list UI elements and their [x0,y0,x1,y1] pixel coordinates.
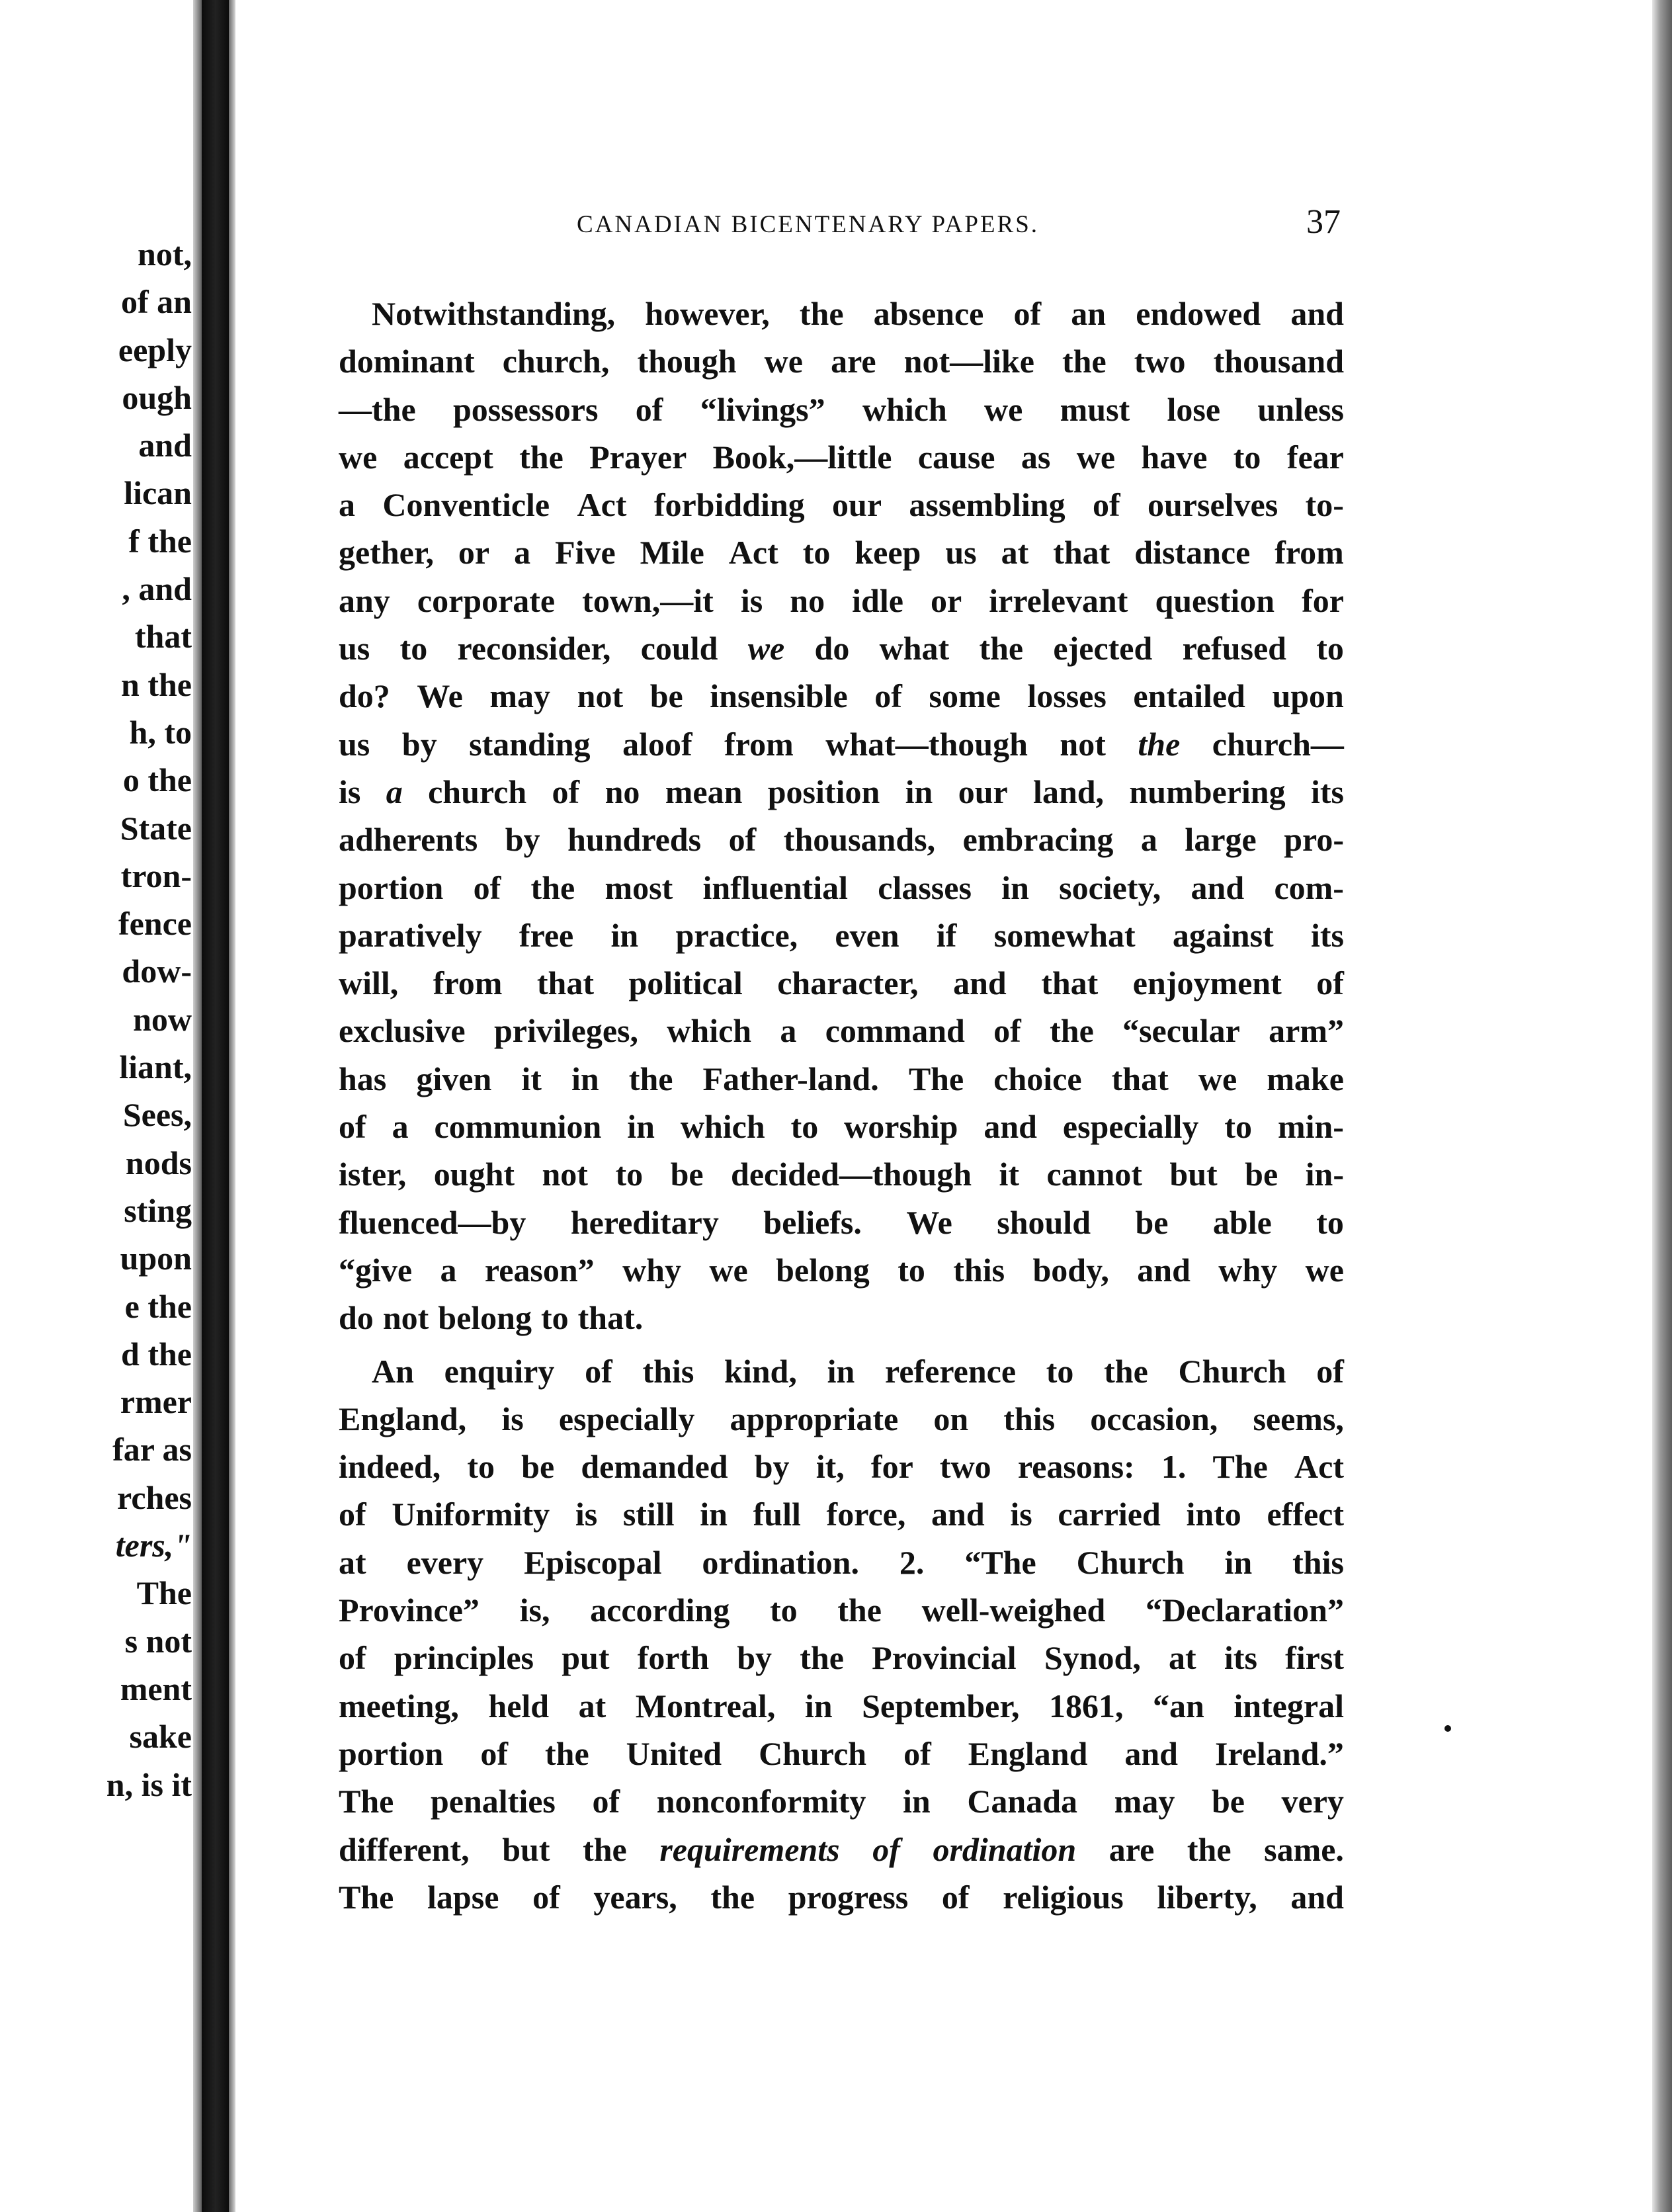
text-line: adherents by hundreds of thousands, embracing a large pro- [339,821,1344,859]
left-page-fragment: n the [121,665,192,703]
text-line: England, is especially appropriate on this occasion, seems, [339,1400,1344,1437]
text-line: do not belong to that. [339,1299,644,1337]
left-page-fragment: e the [124,1287,192,1325]
left-page-fragment: tron- [120,857,192,894]
left-page-fragment: ough [122,378,192,416]
left-page-fragment: n, is it [106,1765,192,1803]
text-line: portion of the most influential classes in society, and com- [339,869,1344,906]
text-line: indeed, to be demanded by it, for two reasons: 1. The Act [339,1448,1344,1486]
left-page-fragment: d the [121,1335,192,1373]
left-page-fragment: sting [124,1191,192,1229]
left-page-fragment: far as [112,1431,192,1468]
text-line: Province” is, according to the well-weighed “Declaration” [339,1592,1344,1629]
left-page-fragment: ters," [115,1527,192,1564]
book-spine [202,0,230,2212]
text-line: is a church of no mean position in our land, numbering its [339,773,1344,810]
text-line: we accept the Prayer Book,—little cause as we have to fear [339,438,1344,476]
running-head: CANADIAN BICENTENARY PAPERS. [577,211,1040,238]
text-line: us by standing aloof from what—though not the church— [339,725,1344,763]
page-edge [1652,0,1672,2212]
text-line: dominant church, though we are not—like the two thousand [339,343,1344,380]
text-line: Notwithstanding, however, the absence of an endowed and [372,295,1344,332]
left-facing-page [0,0,198,2212]
left-page-fragment: f the [128,522,192,560]
gutter-highlight [229,0,235,2212]
left-page-fragment: sake [129,1718,192,1756]
text-line: The penalties of nonconformity in Canada may be very [339,1783,1344,1820]
left-page-fragment: not, [138,235,192,273]
left-page-text-fragments [0,230,192,1904]
left-page-fragment: dow- [122,953,192,990]
text-line: of principles put forth by the Provincial Synod, at its first [339,1639,1344,1677]
text-line: “give a reason” why we belong to this body, and why we [339,1251,1344,1289]
left-page-fragment: upon [120,1240,192,1277]
left-page-fragment [0,1808,192,1856]
text-line: us to reconsider, could we do what the ejected refused to [339,630,1344,667]
text-line: do? We may not be insensible of some losses entailed upon [339,677,1344,715]
text-line: any corporate town,—it is no idle or irrelevant question for [339,581,1344,619]
page-number: 37 [1306,203,1341,241]
left-page-fragment: lican [124,474,192,512]
text-line: different, but the requirements of ordination are the same. [339,1830,1344,1868]
left-page-fragment: that [134,618,192,656]
text-line: will, from that political character, and that enjoyment of [339,964,1344,1002]
text-line: An enquiry of this kind, in reference to the Church of [372,1352,1344,1390]
left-page-fragment: h, to [129,713,192,751]
text-line: The lapse of years, the progress of religious liberty, and [339,1878,1344,1916]
left-page-fragment: The [136,1574,192,1612]
body-text [339,290,1344,1921]
left-page-fragment: ment [120,1670,192,1707]
left-page-fragment: of an [121,283,192,321]
text-line: a Conventicle Act forbidding our assembling of ourselves to- [339,486,1344,524]
stray-ink-dot [1444,1725,1451,1732]
left-page-fragment: now [133,1000,192,1038]
left-page-fragment: s not [124,1622,192,1660]
text-line: at every Episcopal ordination. 2. “The Church in this [339,1543,1344,1581]
text-line: has given it in the Father-land. The choice that we make [339,1060,1344,1097]
text-line: —the possessors of “livings” which we must lose unless [339,390,1344,428]
text-line: paratively free in practice, even if somewhat against its [339,916,1344,954]
left-page-fragment: o the [122,761,192,799]
left-page-fragment: eeply [118,331,192,368]
left-page-fragment: nods [125,1144,192,1181]
text-line: meeting, held at Montreal, in September, 1861, “an integral [339,1687,1344,1724]
left-page-fragment: fence [118,905,192,943]
left-page-fragment: liant, [119,1048,192,1086]
left-page-fragment: rches [117,1478,192,1516]
text-line: fluenced—by hereditary beliefs. We should be able to [339,1203,1344,1241]
text-line: of Uniformity is still in full force, and is carried into effect [339,1496,1344,1533]
text-line: gether, or a Five Mile Act to keep us at that distance from [339,534,1344,572]
text-line: portion of the United Church of England and Ireland.” [339,1734,1344,1772]
left-page-fragment: and [138,427,192,464]
text-line: of a communion in which to worship and especially to min- [339,1108,1344,1146]
left-page-fragment: State [120,809,192,847]
gutter-shadow [193,0,202,2212]
left-page-fragment: rmer [120,1383,192,1421]
left-page-fragment [0,1856,192,1904]
text-line: ister, ought not to be decided—though it cannot but be in- [339,1156,1344,1193]
text-line: exclusive privileges, which a command of the “secular arm” [339,1012,1344,1050]
left-page-fragment: Sees, [122,1096,192,1134]
left-page-fragment: , and [122,570,192,608]
